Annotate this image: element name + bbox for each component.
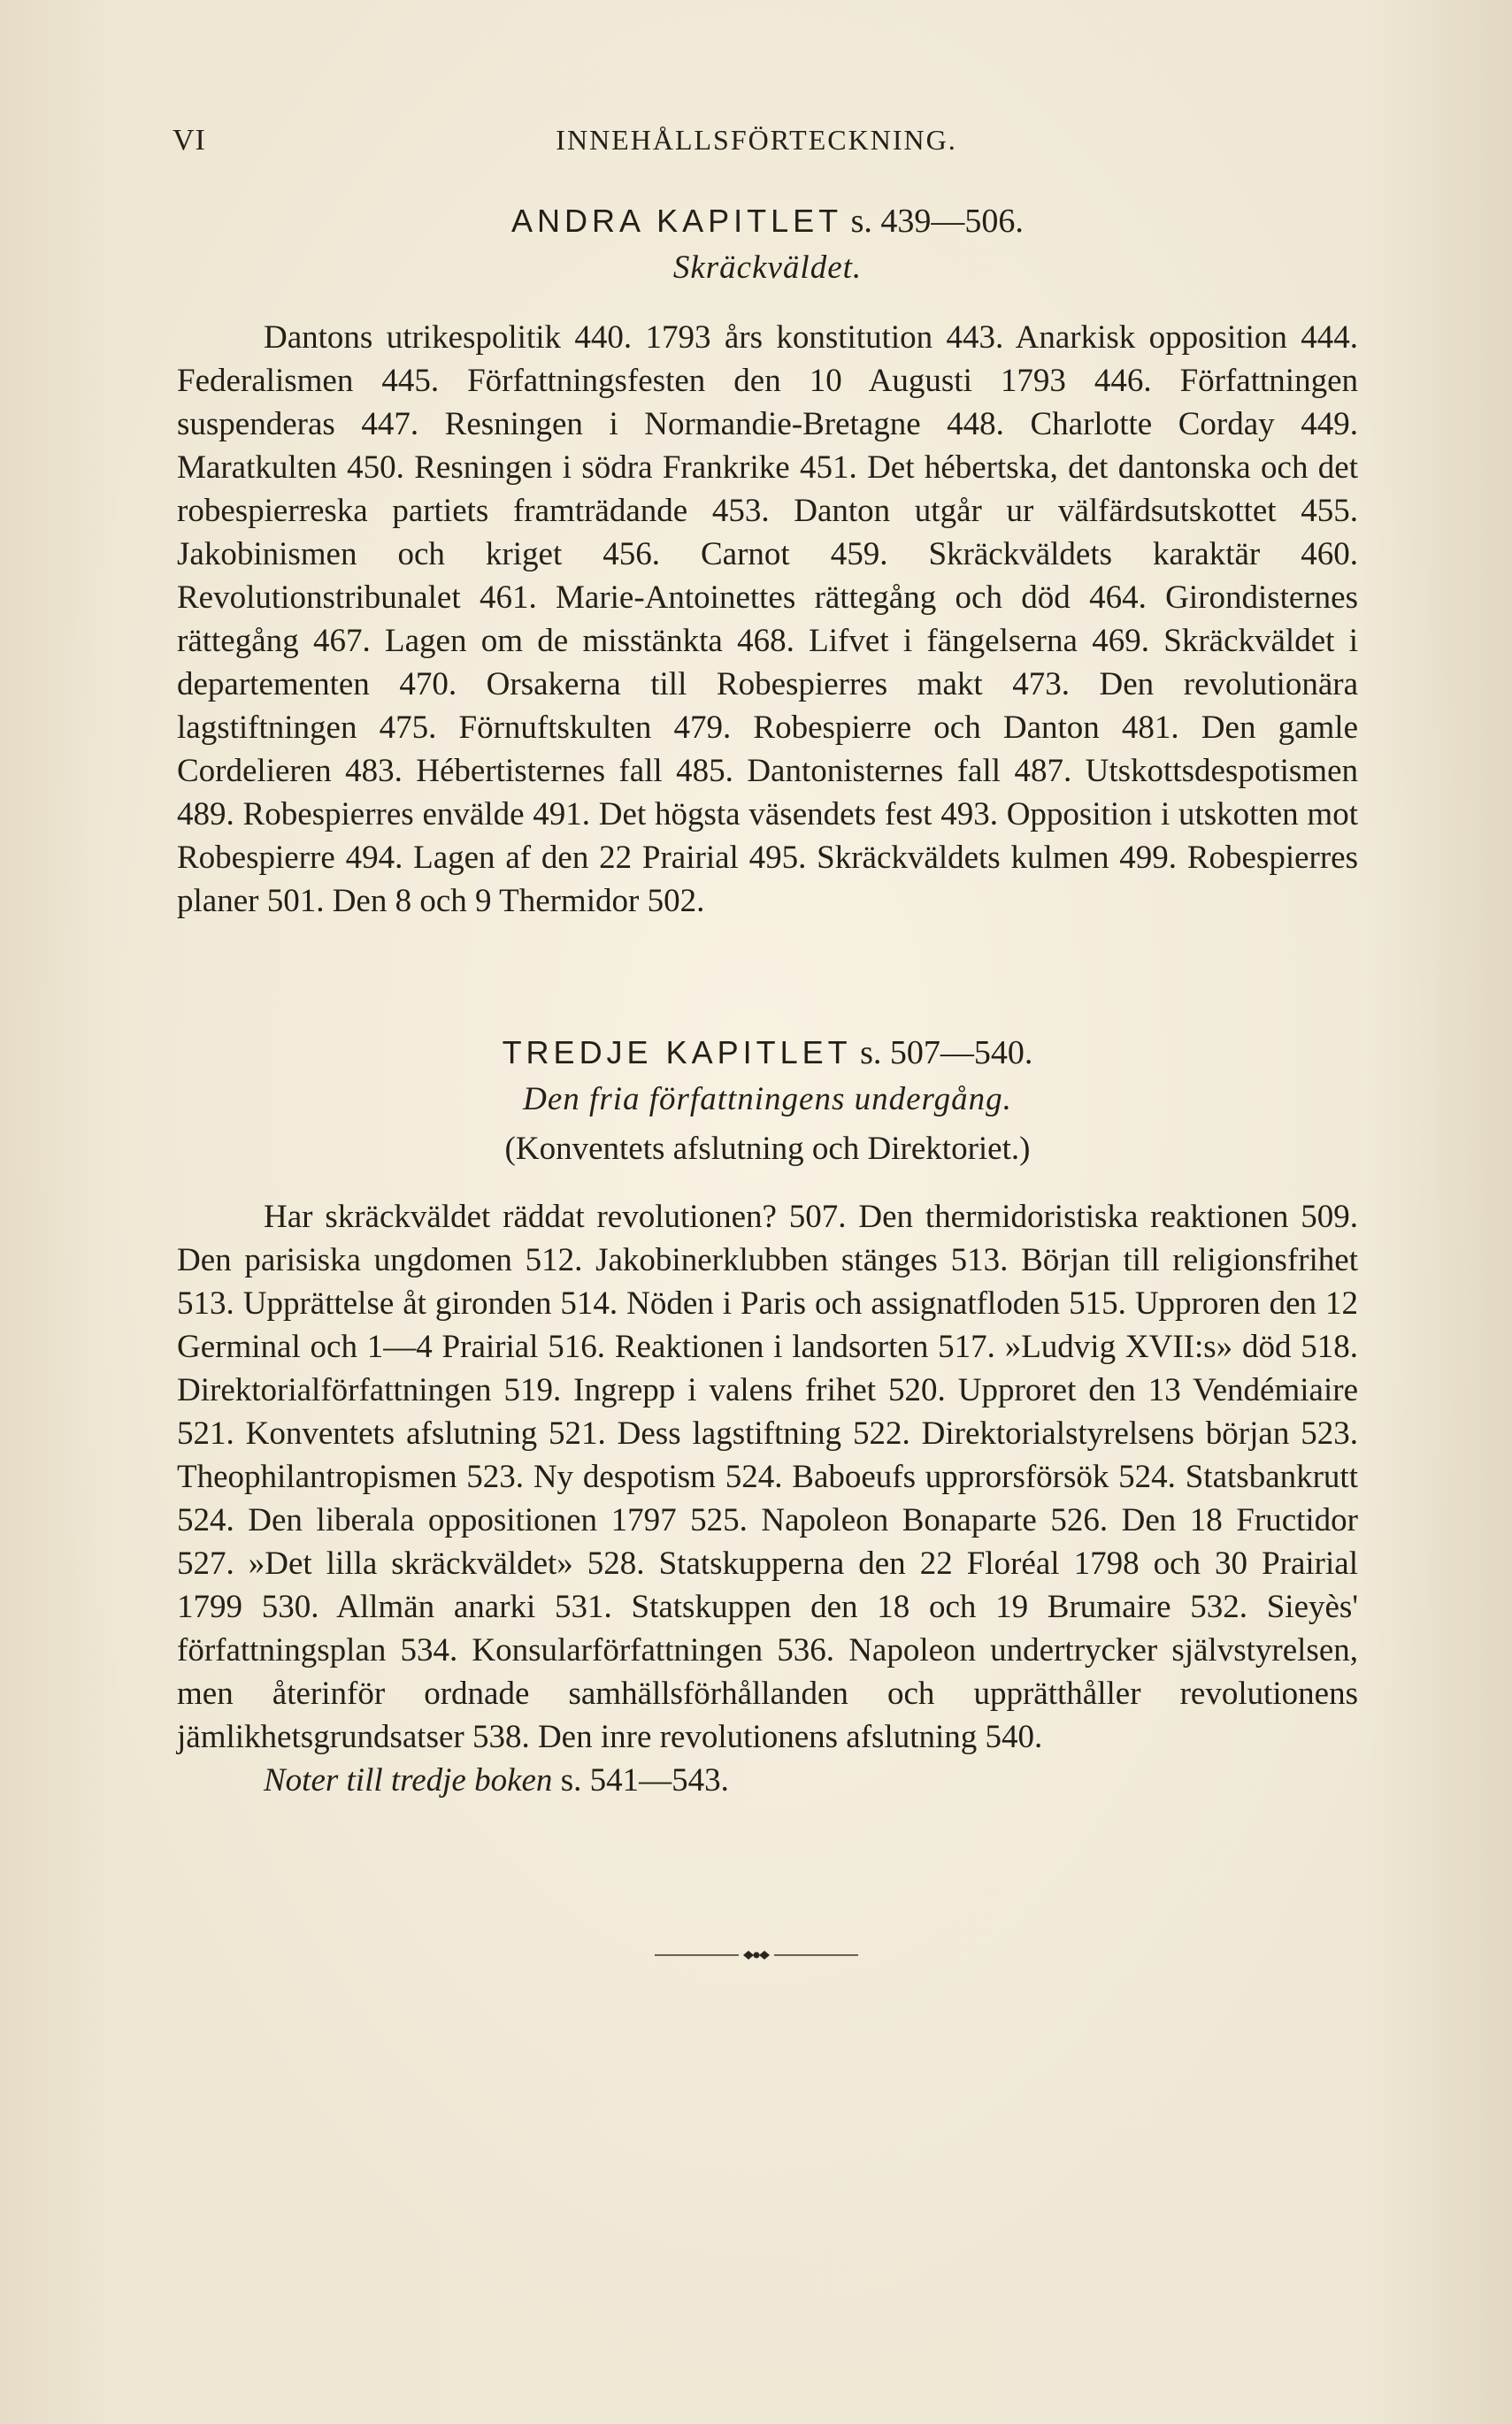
chapter-three — [177, 1031, 1358, 1803]
chapter-three-parenthetical: (Konventets afslutning och Direktoriet.) — [504, 1131, 1031, 1167]
page-number: VI — [173, 124, 206, 157]
chapter-three-title — [177, 1031, 1358, 1075]
chapter-three-pages: s. 507—540. — [860, 1034, 1033, 1071]
page-header — [173, 124, 1340, 177]
chapter-three-heading: TREDJE KAPITLET — [502, 1034, 852, 1070]
chapter-two-contents: Dantons utrikespolitik 440. 1793 års konstitution 443. Anarkisk opposition 444. Federalismen 445. Författningsfesten den 10 Augusti 1793 446. Författningen suspenderas 447. Resningen i Normandie-Bretagne 448. Charlotte Corday 449. Maratkulten 450. Resningen i södra Frankrike 451. Det hébertska, det dantonska och det robespierreska partiets framträdande 453. Danton utgår ur välfärdsutskottet 455. Jakobinismen och kriget 456. Carnot 459. Skräckväldets karaktär 460. Revolutionstribunalet 461. Marie-Antoinettes rättegång och död 464. Girondisternes rättegång 467. Lagen om de misstänkta 468. Lifvet i fängelserna 469. Skräckväldet i departementen 470. Orsakerna till Robespierres makt 473. Den revolutionära lagstiftningen 475. Förnuftskulten 479. Robespierre och Danton 481. Den gamle Cordelieren 483. Hébertisternes fall 485. Dantonisternes fall 487. Utskottsdespotismen 489. Robespierres envälde 491. Det högsta väsendets fest 493. Opposition i utskotten mot Robespierre 494. Lagen af den 22 Prairial 495. Skräckväldets kulmen 499. Robespierres planer 501. Den 8 och 9 Thermidor 502. — [177, 319, 1358, 919]
chapter-two-title — [177, 199, 1358, 243]
chapter-three-contents: Har skräckväldet räddat revolutionen? 507. Den thermidoristiska reaktionen 509. Den parisiska ungdomen 512. Jakobinerklubben stänges 513. Början till religionsfrihet 513. Upprättelse åt gironden 514. Nöden i Paris och assignatfloden 515. Upproren den 12 Germinal och 1—4 Prairial 516. Reaktionen i landsorten 517. »Ludvig XVII:s» död 518. Direktorialförfattningen 519. Ingrepp i valens frihet 520. Upproret den 13 Vendémiaire 521. Konventets afslutning 521. Dess lagstiftning 522. Direktorialstyrelsens början 523. Theophilantropismen 523. Ny despotism 524. Baboeufs upprorsförsök 524. Statsbankrutt 524. Den liberala oppositionen 1797 525. Napoleon Bonaparte 526. Den 18 Fructidor 527. »Det lilla skräckväldet» 528. Statskupperna den 22 Floréal 1798 och 30 Prairial 1799 530. Allmän anarki 531. Statskuppen den 18 och 19 Brumaire 532. Sieyès' författningsplan 534. Konsularförfattningen 536. Napoleon undertrycker självstyrelsen, men återinför ordnade samhällsförhållanden och upprätthåller revolutionens jämlikhetsgrundsatser 538. Den inre revolutionens afslutning 540. — [177, 1199, 1358, 1755]
notes-pages: s. 541—543. — [560, 1762, 729, 1799]
notes-line — [177, 1759, 1358, 1803]
chapter-two-pages: s. 439—506. — [850, 203, 1024, 240]
notes-label: Noter till tredje boken — [264, 1762, 553, 1799]
chapter-two — [177, 199, 1358, 923]
chapter-two-heading: ANDRA KAPITLET — [511, 203, 843, 239]
chapter-two-subtitle: Skräckväldet. — [672, 249, 863, 286]
running-head: INNEHÅLLSFÖRTECKNING. — [556, 124, 957, 156]
chapter-three-subtitle: Den fria författningens undergång. — [523, 1081, 1012, 1117]
ornament-divider — [655, 1946, 858, 1964]
